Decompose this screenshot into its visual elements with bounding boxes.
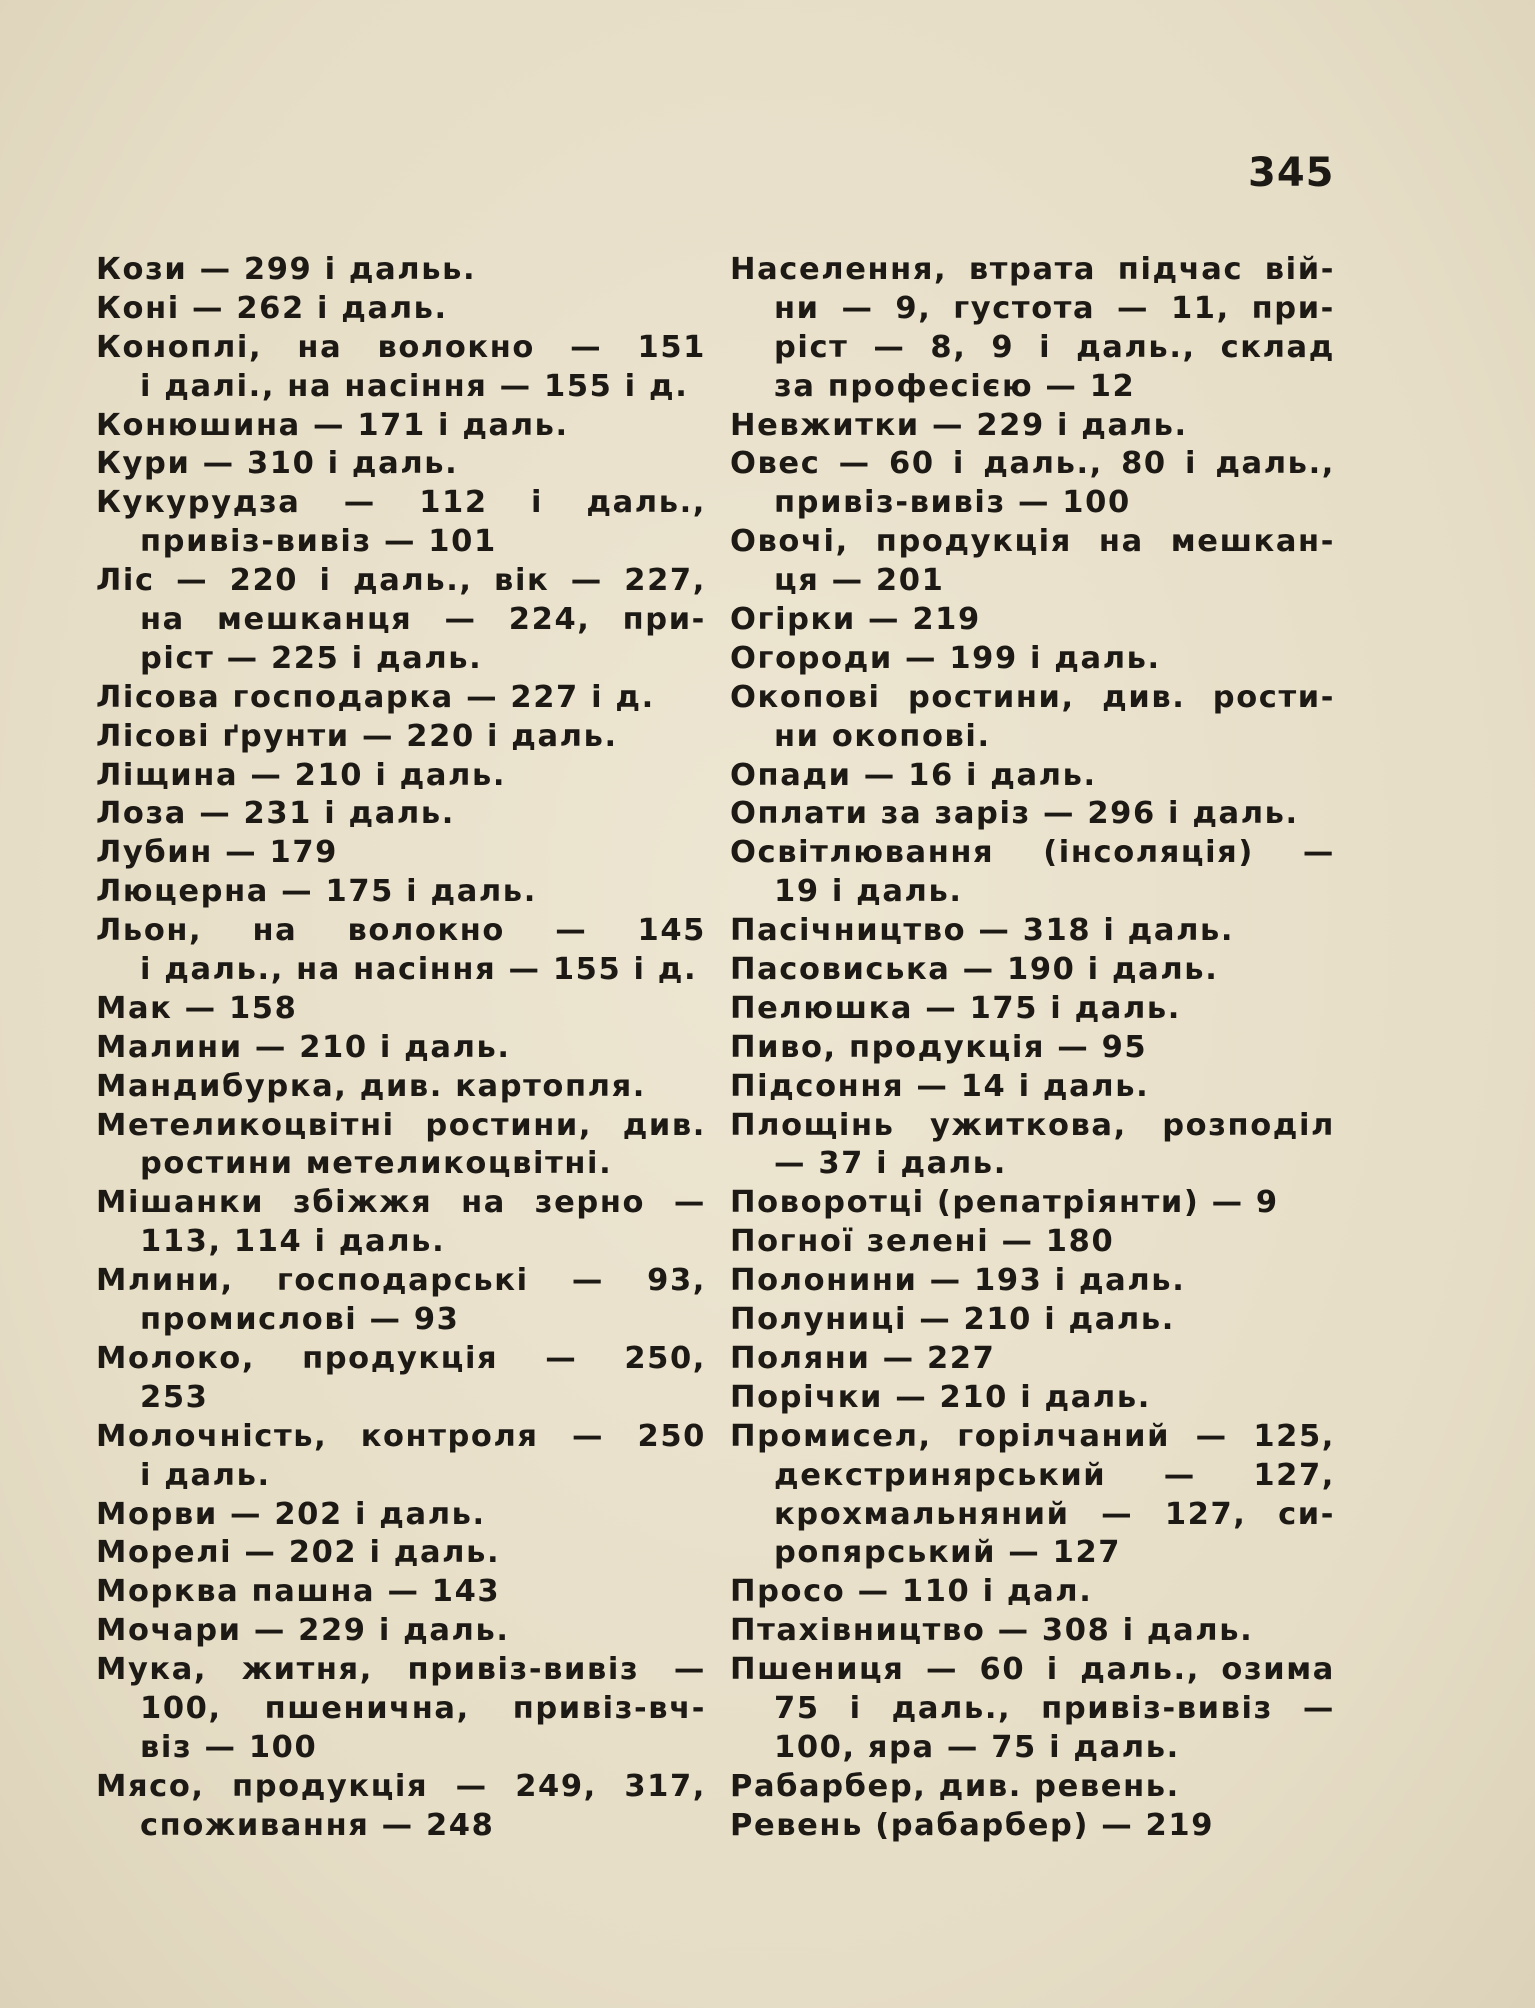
index-entry — [730, 1223, 1335, 1262]
index-entry-line: на мешканця — 224, при- — [140, 602, 706, 638]
index-entry-line: ріст — 8, 9 і даль., склад — [774, 329, 1335, 365]
index-entry — [96, 834, 706, 873]
index-entry — [730, 912, 1335, 951]
index-entry-line: Овочі, продукція на мешкан- — [730, 524, 1335, 560]
index-entry-line: Мясо, продукція — 249, 317, — [96, 1768, 706, 1804]
index-entry-line: ни окопові. — [774, 718, 991, 754]
index-entry — [96, 912, 706, 990]
index-entry-line: Коноплі, на волокно — 151 — [96, 329, 706, 365]
index-entry — [730, 1807, 1335, 1846]
index-entry-line: Пасовиська — 190 і даль. — [730, 952, 1219, 988]
index-entry — [96, 1184, 706, 1262]
index-entry-line: Ревень (рабарбер) — 219 — [730, 1807, 1215, 1843]
index-entry-line: Огірки — 219 — [730, 602, 981, 638]
index-entry — [96, 1418, 706, 1496]
index-entry-line: Опади — 16 і даль. — [730, 757, 1097, 793]
index-entry-line: Поляни — 227 — [730, 1340, 996, 1376]
index-entry-line: декстринярський — 127, — [774, 1457, 1335, 1493]
index-entry — [96, 679, 706, 718]
index-entry-line: 75 і даль., привіз-вивіз — — [774, 1690, 1335, 1726]
index-entry — [730, 1612, 1335, 1651]
index-entry-line: Млини, господарські — 93, — [96, 1263, 706, 1299]
index-entry-line: Морква пашна — 143 — [96, 1574, 501, 1610]
index-entry-line: Населення, втрата підчас вій- — [730, 252, 1335, 287]
page-number: 345 — [1248, 150, 1335, 196]
index-entry-line: 253 — [140, 1379, 209, 1415]
index-entry-line: Лісова господарка — 227 і д. — [96, 679, 655, 715]
index-entry-line: Кози — 299 і дальь. — [96, 252, 477, 287]
index-entry-line: Лісові ґрунти — 220 і даль. — [96, 718, 618, 754]
index-entry — [730, 1029, 1335, 1068]
index-entry — [96, 1496, 706, 1535]
index-entry-line: 100, пшенична, привіз-вч- — [140, 1690, 706, 1726]
index-entry-line: крохмальняний — 127, си- — [774, 1496, 1335, 1532]
index-entry — [730, 445, 1335, 523]
index-entry — [96, 1612, 706, 1651]
index-entry-line: ця — 201 — [774, 563, 945, 599]
index-entry-line: Підсоння — 14 і даль. — [730, 1068, 1150, 1104]
index-entry — [96, 1262, 706, 1340]
index-entry — [730, 1573, 1335, 1612]
index-entry — [730, 834, 1335, 912]
index-entry-line: 100, яра — 75 і даль. — [774, 1729, 1180, 1765]
index-entry-line: Ліщина — 210 і даль. — [96, 757, 507, 793]
index-entry — [730, 1184, 1335, 1223]
index-entry-line: ни — 9, густота — 11, при- — [774, 290, 1335, 326]
index-entry — [730, 1418, 1335, 1574]
index-entry-line: Полуниці — 210 і даль. — [730, 1302, 1175, 1338]
index-entry-line: Льон, на волокно — 145 — [96, 913, 706, 949]
index-entry-line: Погної зелені — 180 — [730, 1224, 1115, 1260]
index-entry-line: Мандибурка, див. картопля. — [96, 1068, 646, 1104]
index-entry — [96, 562, 706, 679]
index-entry-line: Мішанки збіжжя на зерно — — [96, 1185, 706, 1221]
index-entry — [730, 1768, 1335, 1807]
index-entry — [730, 1068, 1335, 1107]
index-entry-line: Конюшина — 171 і даль. — [96, 407, 569, 443]
index-entry — [730, 679, 1335, 757]
index-entry — [96, 290, 706, 329]
index-entry — [96, 484, 706, 562]
index-entry — [96, 795, 706, 834]
index-entry — [96, 407, 706, 446]
index-entry-line: ропярський — 127 — [774, 1535, 1122, 1571]
index-entry-line: Поворотці (репатріянти) — 9 — [730, 1185, 1279, 1221]
index-entry — [730, 1301, 1335, 1340]
index-entry — [96, 990, 706, 1029]
index-entry — [730, 1107, 1335, 1185]
index-entry — [96, 1107, 706, 1185]
index-entry — [730, 1262, 1335, 1301]
index-entry — [96, 718, 706, 757]
index-entry-line: Пшениця — 60 і даль., озима — [730, 1652, 1335, 1688]
index-entry-line: Коні — 262 і даль. — [96, 290, 448, 326]
index-entry — [730, 1340, 1335, 1379]
index-entry-line: Площінь ужиткова, розподіл — [730, 1107, 1335, 1143]
index-entry-line: привіз-вивіз — 101 — [140, 524, 497, 560]
index-entry-line: привіз-вивіз — 100 — [774, 485, 1131, 521]
index-entry-line: Овес — 60 і даль., 80 і даль., — [730, 446, 1335, 482]
index-entry — [730, 251, 1335, 407]
index-entry-line: Ліс — 220 і даль., вік — 227, — [96, 563, 706, 599]
index-entry-line: Морелі — 202 і даль. — [96, 1535, 501, 1571]
index-entry-line: за професією — 12 — [774, 368, 1136, 404]
index-entry — [730, 523, 1335, 601]
index-entry-line: Молочність, контроля — 250 — [96, 1418, 706, 1454]
index-entry — [96, 873, 706, 912]
index-entry-line: Огороди — 199 і даль. — [730, 640, 1161, 676]
index-entry-line: і даль. — [140, 1457, 271, 1493]
index-entry — [96, 1768, 706, 1846]
index-entry-line: і даль., на насіння — 155 і д. — [140, 952, 698, 988]
index-entry — [730, 757, 1335, 796]
index-entry-line: Мука, житня, привіз-вивіз — — [96, 1652, 706, 1688]
index-entry-line: Морви — 202 і даль. — [96, 1496, 486, 1532]
index-entry — [730, 1651, 1335, 1768]
index-entry-line: Люцерна — 175 і даль. — [96, 874, 537, 910]
index-entry-line: віз — 100 — [140, 1729, 318, 1765]
index-column-right — [730, 251, 1335, 1846]
index-entry-line: Лоза — 231 і даль. — [96, 796, 455, 832]
index-entry — [730, 1379, 1335, 1418]
index-entry-line: Промисел, горілчаний — 125, — [730, 1418, 1335, 1454]
index-entry-line: Пиво, продукція — 95 — [730, 1029, 1148, 1065]
index-entry — [730, 795, 1335, 834]
index-entry-line: Пелюшка — 175 і даль. — [730, 990, 1181, 1026]
index-entry-line: Метеликоцвітні ростини, див. — [96, 1107, 706, 1143]
index-entry — [730, 640, 1335, 679]
index-entry-line: Невжитки — 229 і даль. — [730, 407, 1188, 443]
index-entry — [96, 1573, 706, 1612]
index-entry — [96, 1029, 706, 1068]
index-entry-line: ріст — 225 і даль. — [140, 640, 483, 676]
index-entry-line: і далі., на насіння — 155 і д. — [140, 368, 689, 404]
index-entry-line: Птахівництво — 308 і даль. — [730, 1613, 1254, 1649]
index-entry — [96, 1340, 706, 1418]
index-entry-line: Кури — 310 і даль. — [96, 446, 459, 482]
index-entry-line: Освітлювання (інсоляція) — — [730, 835, 1335, 871]
index-entry-line: Лубин — 179 — [96, 835, 338, 871]
index-entry — [96, 1534, 706, 1573]
index-entry-line: Мочари — 229 і даль. — [96, 1613, 510, 1649]
index-entry-line: Рабарбер, див. ревень. — [730, 1768, 1180, 1804]
index-entry-line: Порічки — 210 і даль. — [730, 1379, 1151, 1415]
index-entry-line: Просо — 110 і дал. — [730, 1574, 1093, 1610]
index-entry — [730, 990, 1335, 1029]
index-entry-line: Кукурудза — 112 і даль., — [96, 485, 706, 521]
index-entry — [730, 951, 1335, 990]
index-entry-line: Окопові ростини, див. рости- — [730, 679, 1335, 715]
index-entry-line: споживання — 248 — [140, 1807, 495, 1843]
index-entry-line: 19 і даль. — [774, 874, 963, 910]
index-entry-line: 113, 114 і даль. — [140, 1224, 446, 1260]
index-entry — [730, 601, 1335, 640]
index-entry-line: Мак — 158 — [96, 990, 298, 1026]
index-entry-line: Полонини — 193 і даль. — [730, 1263, 1186, 1299]
index-entry-line: Малини — 210 і даль. — [96, 1029, 511, 1065]
index-entry — [96, 445, 706, 484]
index-entry-line: Молоко, продукція — 250, — [96, 1340, 706, 1376]
index-entry — [730, 407, 1335, 446]
index-column-left — [96, 251, 706, 1846]
index-entry — [96, 251, 706, 290]
index-entry — [96, 1651, 706, 1768]
index-entry-line: промислові — 93 — [140, 1302, 460, 1338]
index-entry-line: ростини метеликоцвітні. — [140, 1146, 613, 1182]
index-entry-line: Оплати за заріз — 296 і даль. — [730, 796, 1299, 832]
index-entry-line: — 37 і даль. — [774, 1146, 1007, 1182]
index-entry — [96, 329, 706, 407]
index-entry — [96, 757, 706, 796]
index-entry — [96, 1068, 706, 1107]
index-entry-line: Пасічництво — 318 і даль. — [730, 913, 1235, 949]
